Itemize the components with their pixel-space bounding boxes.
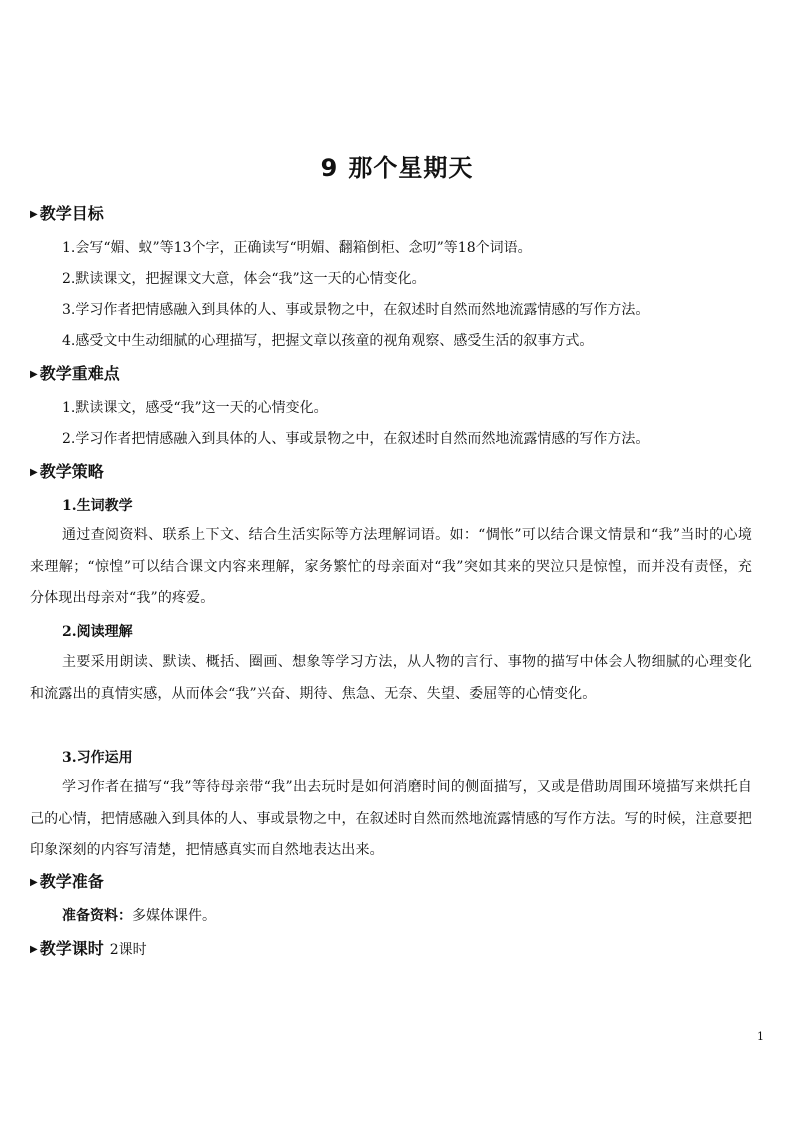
preparation-line [62,906,216,926]
preparation-value: 多媒体课件。 [132,908,216,924]
key-point-item-1: 1.默读课文，感受“我”这一天的心情变化。 [62,400,328,416]
triangle-right-icon: ▶ [30,369,38,380]
key-point-item-2: 2.学习作者把情感融入到具体的人、事或景物之中，在叙述时自然而然地流露情感的写作方法。 [62,431,650,447]
section-heading-key-points: ▶ 教学重难点 [30,364,120,383]
page-title [0,148,794,183]
triangle-right-icon: ▶ [30,877,38,888]
section-heading-strategy: ▶ 教学策略 [30,462,104,481]
strategy-subhead-2: 2.阅读理解 [62,624,133,640]
strategy-paragraph-2: 主要采用朗读、默读、概括、圈画、想象等学习方法，从人物的言行、事物的描写中体会人物细腻的心理变化和流露出的真情实感，从而体会“我”兴奋、期待、焦急、无奈、失望、委屈等的心情变化。 [30,654,752,702]
triangle-right-icon: ▶ [30,209,38,220]
goal-item-3: 3.学习作者把情感融入到具体的人、事或景物之中，在叙述时自然而然地流露情感的写作方法。 [62,302,650,318]
strategy-subhead-1: 1.生词教学 [62,498,133,514]
lesson-title: 那个星期天 [348,154,474,182]
triangle-right-icon: ▶ [30,467,38,478]
section-heading-goals: ▶ 教学目标 [30,204,104,223]
periods-value: 2课时 [109,942,147,958]
preparation-label: 准备资料： [62,908,132,924]
goal-item-2: 2.默读课文，把握课文大意，体会“我”这一天的心情变化。 [62,271,426,287]
section-heading-periods: ▶ 教学课时 2课时 [30,939,147,958]
goal-item-1: 1.会写“媚、蚁”等13个字，正确读写“明媚、翻箱倒柜、念叨”等18个词语。 [62,240,532,256]
page-number: 1 [757,1030,764,1043]
section-heading-preparation: ▶ 教学准备 [30,872,104,891]
goal-item-4: 4.感受文中生动细腻的心理描写，把握文章以孩童的视角观察、感受生活的叙事方式。 [62,333,594,349]
triangle-right-icon: ▶ [30,944,38,955]
strategy-subhead-3: 3.习作运用 [62,750,133,766]
strategy-paragraph-1: 通过查阅资料、联系上下文、结合生活实际等方法理解词语。如：“惆怅”可以结合课文情景和“我”当时的心境来理解；“惊惶”可以结合课文内容来理解，家务繁忙的母亲面对“我”突如其来的哭泣只是惊惶，而并没有责怪，充分体现出母亲对“我”的疼爱。 [30,527,752,606]
lesson-number: 9 [320,154,339,182]
strategy-paragraph-3: 学习作者在描写“我”等待母亲带“我”出去玩时是如何消磨时间的侧面描写，又或是借助周围环境描写来烘托自己的心情，把情感融入到具体的人、事或景物之中，在叙述时自然而然地流露情感的写作方法。写的时候，注意要把印象深刻的内容写清楚，把情感真实而自然地表达出来。 [30,779,752,858]
